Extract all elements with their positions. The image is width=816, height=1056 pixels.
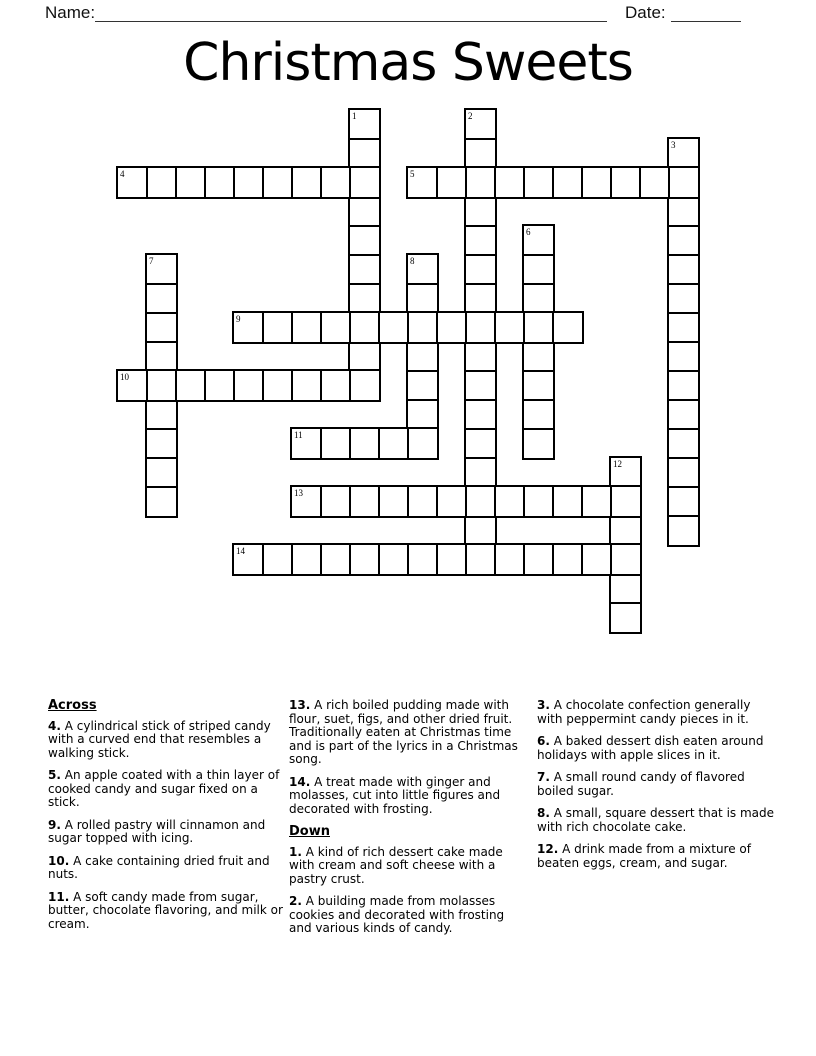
cell-separator xyxy=(581,168,583,197)
cell-separator xyxy=(147,428,176,430)
cell-separator xyxy=(320,487,322,516)
cell-separator xyxy=(320,168,322,197)
cell-separator xyxy=(494,487,496,516)
cell-separator xyxy=(262,168,264,197)
cell-separator xyxy=(466,254,495,256)
cell-separator xyxy=(669,515,698,517)
clue-5-across: 5. An apple coated with a thin layer of cooked candy and sugar fixed on a stick. xyxy=(48,768,280,809)
cell-number-14: 14 xyxy=(236,546,245,556)
clue-7-down: 7. A small round candy of flavored boiled sugar. xyxy=(537,770,745,798)
cell-separator xyxy=(524,254,553,256)
cell-separator xyxy=(408,399,437,401)
cell-number-13: 13 xyxy=(294,488,303,498)
cell-separator xyxy=(466,399,495,401)
cell-separator xyxy=(349,429,351,458)
cell-separator xyxy=(436,313,438,342)
cell-separator xyxy=(349,313,351,342)
cell-separator xyxy=(524,399,553,401)
cell-separator xyxy=(147,341,176,343)
cell-separator xyxy=(320,371,322,400)
cell-separator xyxy=(466,428,495,430)
cell-separator xyxy=(204,371,206,400)
cell-separator xyxy=(669,486,698,488)
cell-separator xyxy=(349,545,351,574)
cell-separator xyxy=(581,545,583,574)
cell-separator xyxy=(669,428,698,430)
answer-box-1-down[interactable] xyxy=(348,108,381,402)
cell-separator xyxy=(523,168,525,197)
cell-separator xyxy=(204,168,206,197)
cell-separator xyxy=(233,371,235,400)
cell-separator xyxy=(291,168,293,197)
cell-separator xyxy=(465,487,467,516)
cell-separator xyxy=(291,371,293,400)
cell-separator xyxy=(320,313,322,342)
cell-separator xyxy=(523,313,525,342)
clue-column-3 xyxy=(537,699,775,879)
cell-separator xyxy=(669,399,698,401)
cell-separator xyxy=(320,429,322,458)
cell-separator xyxy=(465,313,467,342)
cell-separator xyxy=(378,545,380,574)
cell-separator xyxy=(349,371,351,400)
cell-separator xyxy=(523,487,525,516)
across-heading: Across xyxy=(48,698,97,713)
clue-11-across: 11. A soft candy made from sugar, butter, chocolate flavoring, and milk or cream. xyxy=(48,889,283,931)
cell-number-11: 11 xyxy=(294,430,303,440)
down-heading: Down xyxy=(289,824,330,839)
cell-separator xyxy=(552,487,554,516)
cell-separator xyxy=(378,429,380,458)
cell-separator xyxy=(524,428,553,430)
cell-number-10: 10 xyxy=(120,372,129,382)
cell-separator xyxy=(291,545,293,574)
cell-separator xyxy=(494,168,496,197)
cell-separator xyxy=(552,313,554,342)
clue-10-across: 10. A cake containing dried fruit and nuts. xyxy=(48,853,270,881)
cell-separator xyxy=(611,602,640,604)
cell-separator xyxy=(407,429,409,458)
answer-box-5-across[interactable] xyxy=(406,166,700,199)
cell-separator xyxy=(639,168,641,197)
cell-separator xyxy=(610,487,612,516)
answer-box-4-across[interactable] xyxy=(116,166,381,199)
cell-separator xyxy=(233,168,235,197)
cell-separator xyxy=(147,312,176,314)
cell-separator xyxy=(669,312,698,314)
cell-number-9: 9 xyxy=(236,314,241,324)
cell-number-8: 8 xyxy=(410,256,415,266)
cell-number-6: 6 xyxy=(526,227,531,237)
cell-separator xyxy=(175,168,177,197)
cell-separator xyxy=(669,225,698,227)
cell-separator xyxy=(436,168,438,197)
cell-separator xyxy=(350,254,379,256)
cell-separator xyxy=(552,545,554,574)
cell-number-1: 1 xyxy=(352,111,357,121)
cell-separator xyxy=(320,545,322,574)
cell-separator xyxy=(378,487,380,516)
clue-12-down: 12. A drink made from a mixture of beaten eggs, cream, and sugar. xyxy=(537,842,751,870)
name-label: Name: xyxy=(45,3,96,22)
cell-separator xyxy=(350,138,379,140)
cell-separator xyxy=(466,225,495,227)
cell-separator xyxy=(610,545,612,574)
cell-separator xyxy=(494,545,496,574)
date-label: Date: xyxy=(625,3,666,22)
cell-separator xyxy=(465,168,467,197)
cell-separator xyxy=(408,370,437,372)
cell-number-4: 4 xyxy=(120,169,125,179)
clue-14-across: 14. A treat made with ginger and molasses, cut into little figures and decorated with frosting. xyxy=(289,774,501,816)
cell-separator xyxy=(147,457,176,459)
answer-box-9-across[interactable] xyxy=(232,311,584,344)
cell-separator xyxy=(349,168,351,197)
cell-separator xyxy=(610,168,612,197)
cell-separator xyxy=(466,370,495,372)
cell-separator xyxy=(669,370,698,372)
cell-number-7: 7 xyxy=(149,256,154,266)
cell-separator xyxy=(669,283,698,285)
cell-separator xyxy=(436,545,438,574)
clue-1-down: 1. A kind of rich dessert cake made with cream and soft cheese with a pastry crust. xyxy=(289,844,503,886)
cell-separator xyxy=(465,545,467,574)
cell-separator xyxy=(350,225,379,227)
cell-separator xyxy=(350,283,379,285)
cell-separator xyxy=(262,313,264,342)
cell-separator xyxy=(349,487,351,516)
cell-separator xyxy=(466,457,495,459)
cell-separator xyxy=(262,371,264,400)
cell-separator xyxy=(524,370,553,372)
cell-separator xyxy=(524,283,553,285)
cell-separator xyxy=(523,545,525,574)
cell-separator xyxy=(494,313,496,342)
cell-separator xyxy=(669,457,698,459)
clue-column-1 xyxy=(48,699,286,940)
cell-separator xyxy=(669,254,698,256)
cell-separator xyxy=(407,545,409,574)
answer-box-13-across[interactable] xyxy=(290,485,642,518)
cell-separator xyxy=(147,283,176,285)
cell-separator xyxy=(175,371,177,400)
cell-separator xyxy=(668,168,670,197)
clue-8-down: 8. A small, square dessert that is made with rich chocolate cake. xyxy=(537,806,775,834)
answer-box-14-across[interactable] xyxy=(232,543,642,576)
cell-separator xyxy=(378,313,380,342)
cell-separator xyxy=(466,138,495,140)
cell-separator xyxy=(147,486,176,488)
cell-separator xyxy=(291,313,293,342)
clue-6-down: 6. A baked dessert dish eaten around holidays with apple slices in it. xyxy=(537,734,764,762)
cell-number-2: 2 xyxy=(468,111,473,121)
cell-separator xyxy=(552,168,554,197)
cell-separator xyxy=(407,313,409,342)
cell-number-5: 5 xyxy=(410,169,415,179)
answer-box-11-across[interactable] xyxy=(290,427,439,460)
clue-13-across: 13. A rich boiled pudding made with flour, suet, figs, and other dried fruit. Traditionally eaten at Christmas time and is part of the lyrics in a Christmas song. xyxy=(289,698,518,766)
clue-4-across: 4. A cylindrical stick of striped candy with a curved end that resembles a walking stick. xyxy=(48,718,271,760)
cell-number-12: 12 xyxy=(613,459,622,469)
clue-2-down: 2. A building made from molasses cookies and decorated with frosting and various kinds of candy. xyxy=(289,894,505,935)
cell-number-3: 3 xyxy=(671,140,676,150)
cell-separator xyxy=(581,487,583,516)
cell-separator xyxy=(408,283,437,285)
page-title: Christmas Sweets xyxy=(183,33,633,93)
cell-separator xyxy=(146,168,148,197)
cell-separator xyxy=(669,341,698,343)
cell-separator xyxy=(146,371,148,400)
cell-separator xyxy=(436,487,438,516)
cell-separator xyxy=(466,283,495,285)
cell-separator xyxy=(262,545,264,574)
cell-separator xyxy=(407,487,409,516)
answer-box-10-across[interactable] xyxy=(116,369,381,402)
clue-column-2 xyxy=(289,699,527,945)
clue-9-across: 9. A rolled pastry will cinnamon and sugar topped with icing. xyxy=(48,817,266,845)
clue-3-down: 3. A chocolate confection generally with peppermint candy pieces in it. xyxy=(537,698,751,726)
